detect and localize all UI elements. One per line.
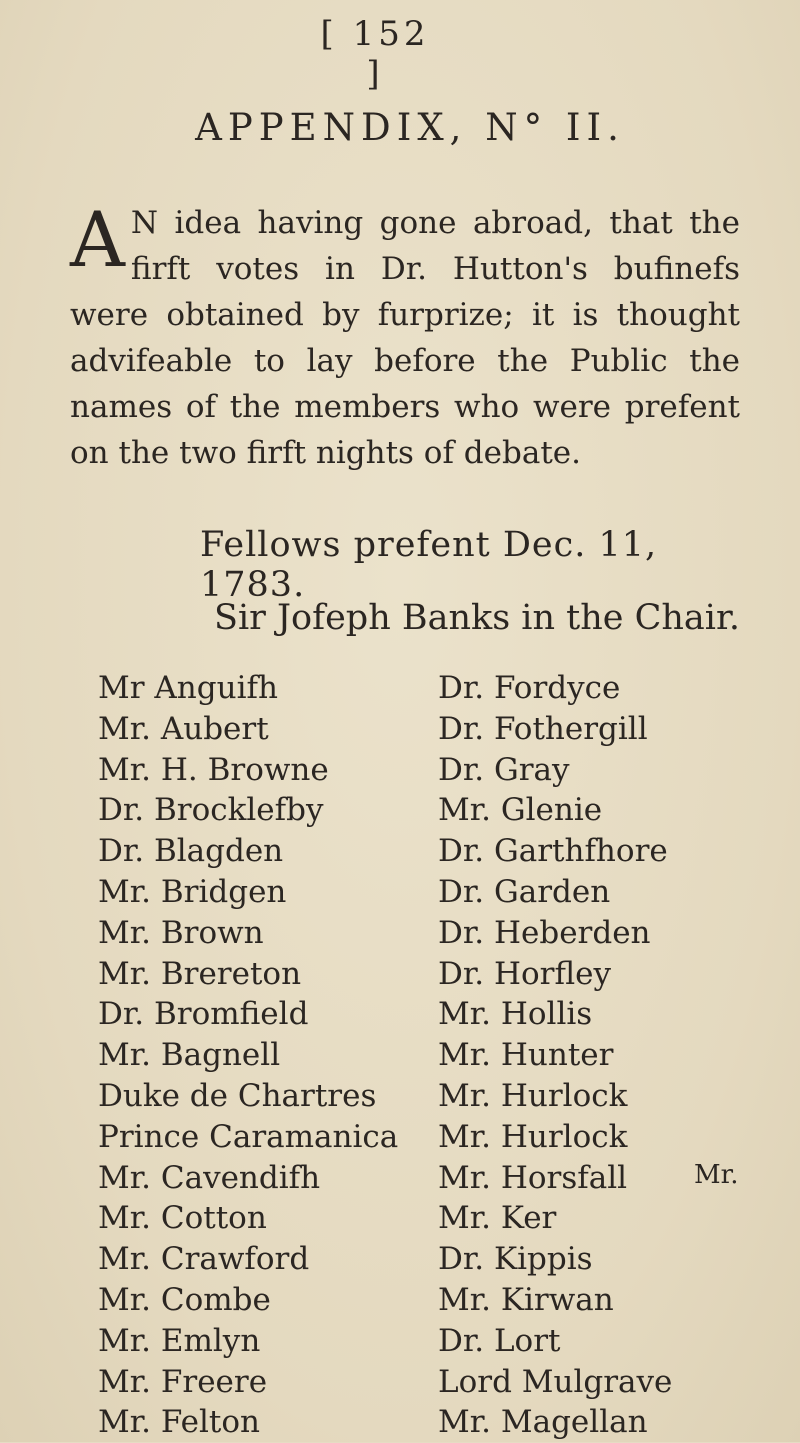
drop-cap: A: [70, 195, 125, 284]
name-entry: Mr. Emlyn: [98, 1322, 261, 1359]
page-number: [ 152 ]: [320, 14, 430, 94]
name-entry: Mr. Brereton: [98, 955, 302, 992]
name-entry: Mr. Hurlock: [438, 1077, 628, 1114]
name-entry: Dr. Heberden: [438, 914, 651, 951]
name-entry: Mr. Horsfall: [438, 1159, 628, 1196]
name-entry: Mr. Cotton: [98, 1200, 267, 1237]
name-entry: Dr. Garden: [438, 873, 611, 910]
appendix-heading: APPENDIX, N° II.: [195, 106, 625, 149]
name-entry: Mr. Ker: [438, 1200, 557, 1237]
intro-paragraph: [70, 195, 740, 476]
name-entry: Dr. Gray: [438, 751, 570, 788]
name-entry: Duke de Chartres: [98, 1077, 377, 1114]
catchword: Mr.: [694, 1160, 739, 1190]
name-entry: Dr. Fothergill: [438, 710, 648, 747]
chair-line: Sir Jofeph Banks in the Chair.: [214, 598, 740, 638]
name-entry: Mr. Hunter: [438, 1037, 614, 1074]
name-entry: Dr. Kippis: [438, 1241, 593, 1278]
name-entry: Mr. Hollis: [438, 996, 593, 1033]
name-entry: Mr. Glenie: [438, 792, 603, 829]
name-entry: Mr. Freere: [98, 1363, 268, 1400]
name-entry: Mr. H. Browne: [98, 751, 329, 788]
name-entry: Mr. Bridgen: [98, 873, 287, 910]
intro-text: N idea having gone abroad, that the firft votes in Dr. Hutton's bufinefs were obtained by furprize; it is thought advifeable to lay before the Public the names of the members who were prefent on the two firft nights of debate.: [70, 205, 740, 471]
name-entry: Dr. Horfley: [438, 955, 612, 992]
name-entry: Mr. Cavendifh: [98, 1159, 321, 1196]
fellows-present-line: Fellows prefent Dec. 11, 1783.: [200, 525, 658, 605]
name-entry: Dr. Brocklefby: [98, 792, 324, 829]
name-entry: Lord Mulgrave: [438, 1363, 673, 1400]
name-entry: Mr. Combe: [98, 1281, 271, 1318]
name-entry: Mr. Kirwan: [438, 1281, 614, 1318]
name-entry: Prince Caramanica: [98, 1118, 399, 1155]
names-column-left: [98, 668, 438, 1443]
name-entry: Mr. Magellan: [438, 1404, 648, 1441]
name-entry: Mr Anguifh: [98, 670, 278, 706]
name-entry: Mr. Hurlock: [438, 1118, 628, 1155]
name-entry: Mr. Felton: [98, 1404, 261, 1441]
name-entry: Dr. Garthfhore: [438, 833, 668, 870]
name-entry: Mr. Crawford: [98, 1241, 310, 1278]
name-entry: Dr. Blagden: [98, 833, 284, 870]
name-entry: Dr. Lort: [438, 1322, 561, 1359]
name-entry: Dr. Bromfield: [98, 996, 309, 1033]
name-entry: Mr. Brown: [98, 914, 264, 951]
name-entry: Mr. Aubert: [98, 710, 269, 747]
name-entry: Dr. Fordyce: [438, 670, 621, 706]
names-column-right: [438, 668, 758, 1443]
name-entry: Mr. Bagnell: [98, 1037, 281, 1074]
